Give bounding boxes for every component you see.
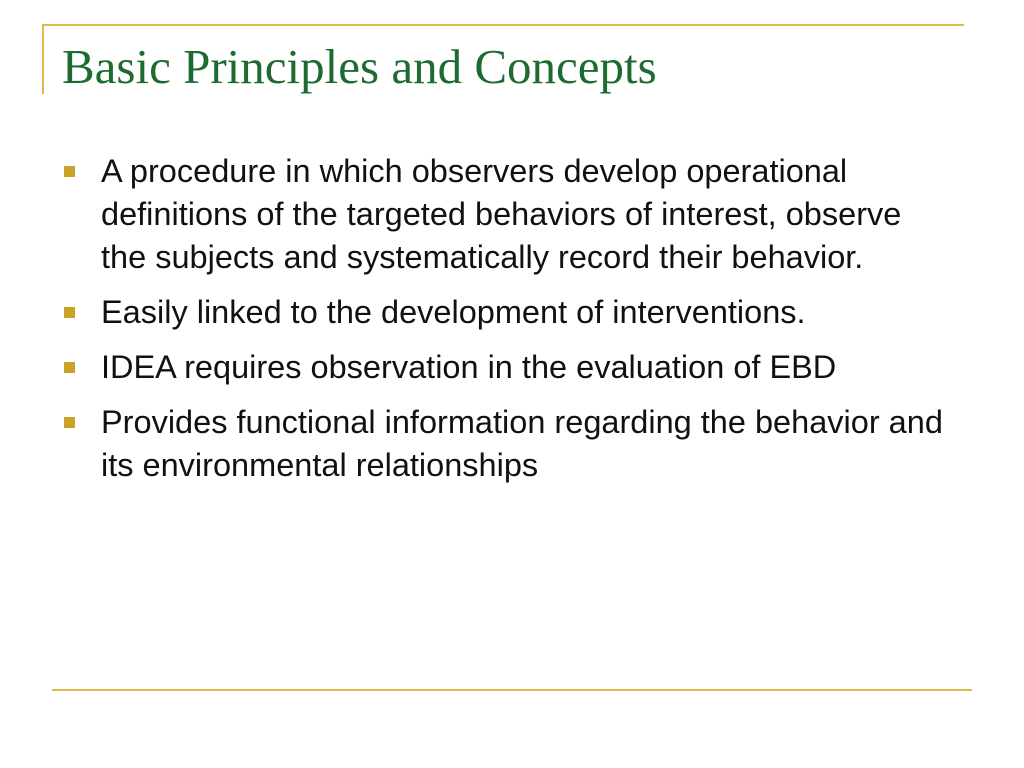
frame-top-rule [42,24,964,26]
bullet-list [64,150,964,499]
bullet-item [64,291,964,334]
bullet-text: Easily linked to the development of interventions. [101,294,806,330]
square-bullet-icon [64,362,75,373]
frame-left-rule [42,24,44,94]
bullet-item [64,150,964,279]
footer-rule [52,689,972,691]
slide-title: Basic Principles and Concepts [62,39,657,94]
bullet-text: A procedure in which observers develop operational definitions of the targeted behaviors of interest, observe the subjects and systematically record their behavior. [101,153,902,275]
bullet-text: IDEA requires observation in the evaluation of EBD [101,349,837,385]
bullet-item [64,346,964,389]
bullet-text: Provides functional information regarding the behavior and its environmental relationships [101,404,943,483]
square-bullet-icon [64,307,75,318]
bullet-item [64,401,964,487]
square-bullet-icon [64,417,75,428]
square-bullet-icon [64,166,75,177]
